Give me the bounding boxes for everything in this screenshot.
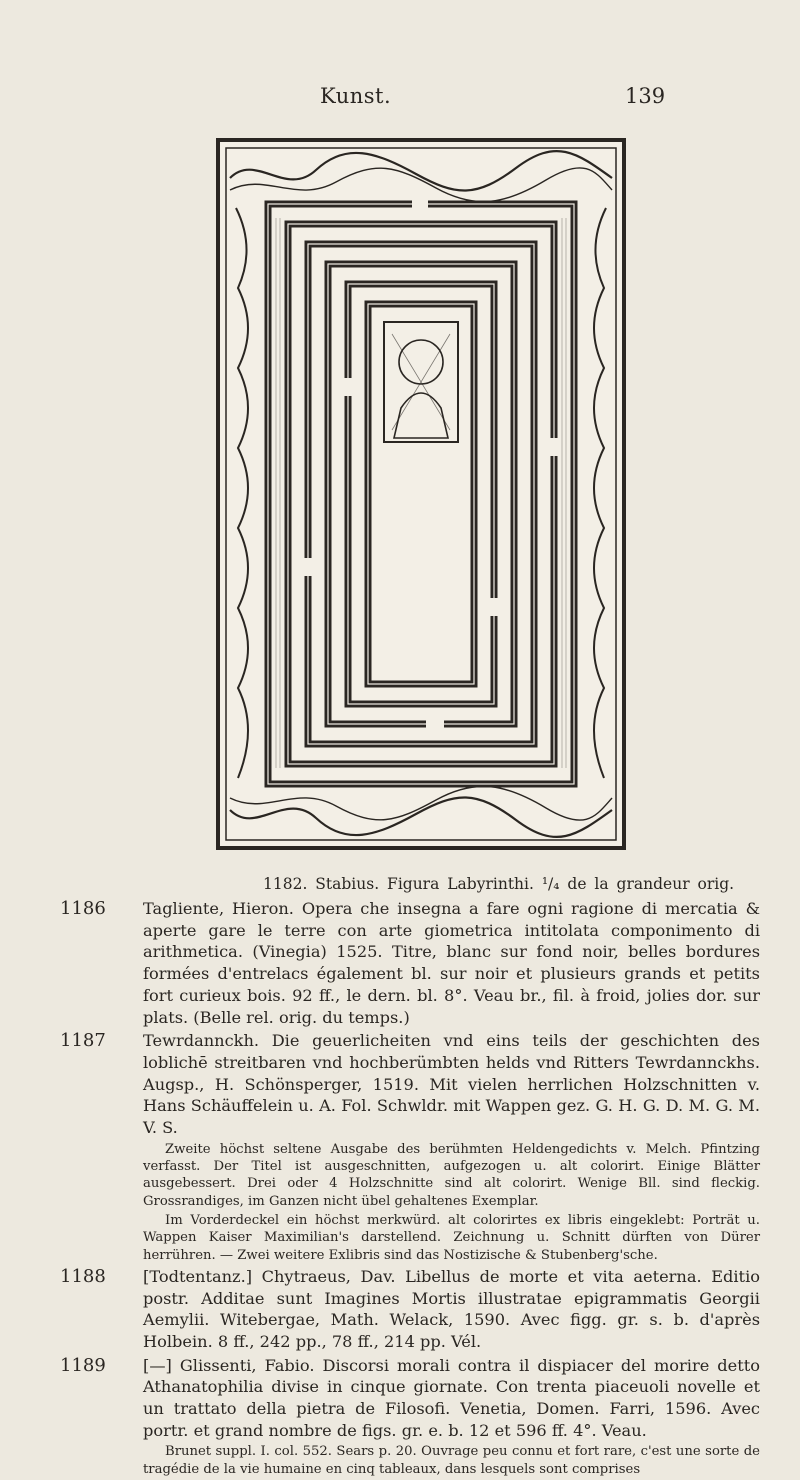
labyrinth-illustration [216, 138, 626, 850]
catalog-entry [60, 1266, 760, 1353]
entry-description: Tewrdannckh. Die geuerlicheiten vnd eins teils der geschichten des loblichē streitbaren vnd hochberümbten helds vnd Ritters Tewrdannckhs. Augsp., H. Schönsperger, 1519. Mit vielen herrlichen Holzschnitten v. Hans Schäuffelein u. A. Fol. Schwldr. mit Wappen gez. G. H. G. D. M. G. M. V. S. [143, 1031, 760, 1138]
running-header-title: Kunst. [320, 84, 392, 108]
entry-number: 1186 [60, 898, 106, 919]
entry-description: Tagliente, Hieron. Opera che insegna a fare ogni ragione di mercatia & aperte gare le terre con arte giometrica intitolata componimento di arithmetica. (Vinegia) 1525. Titre, blanc sur fond noir, belles bordures formées d'entrelacs également bl. sur noir et plusieurs grands et petits fort curieux bois. 92 ff., le dern. bl. 8°. Veau br., fil. à froid, jolies dor. sur plats. (Belle rel. orig. du temps.) [143, 899, 760, 1027]
page-number: 139 [625, 84, 666, 108]
catalog-entry [60, 898, 760, 1028]
entry-number: 1187 [60, 1030, 106, 1052]
catalog-entries [60, 898, 760, 1480]
labyrinth-woodcut [216, 138, 626, 850]
entry-number: 1189 [60, 1354, 106, 1376]
catalog-entry [60, 1355, 760, 1478]
figure-caption: 1182. Stabius. Figura Labyrinthi. ¹/₄ de la grandeur orig. [263, 875, 735, 893]
entry-note: Zweite höchst seltene Ausgabe des berühmten Heldengedichts v. Melch. Pfintzing verfasst. Der Titel ist ausgeschnitten, aufgezogen u. alt colorirt. Einige Blätter ausgebessert. Drei oder 4 Holzschnitte sind alt colorirt. Wenige Bll. sind fleckig. Grossrandiges, im Ganzen nicht übel gehaltenes Exemplar. [143, 1141, 760, 1209]
catalog-entry [60, 1030, 760, 1264]
entry-description: [—] Glissenti, Fabio. Discorsi morali contra il dispiacer del morire detto Athanatophilia divise in cinque giornate. Con trenta piaceuoli novelle et un trattato della pietra de Filosofi. Venetia, Domen. Farri, 1596. Avec portr. et grand nombre de figs. gr. e. b. 12 et 596 ff. 4°. Veau. [143, 1355, 760, 1440]
entry-number: 1188 [60, 1265, 106, 1287]
entry-description: [Todtentanz.] Chytraeus, Dav. Libellus de morte et vita aeterna. Editio postr. Additae sunt Imagines Mortis illustratae epigrammatis Georgii Aemylii. Witebergae, Math. Welack, 1590. Avec figg. gr. s. b. d'après Holbein. 8 ff., 242 pp., 78 ff., 214 pp. Vél. [143, 1266, 760, 1351]
entry-note: Brunet suppl. I. col. 552. Sears p. 20. Ouvrage peu connu et fort rare, c'est une sorte de tragédie de la vie humaine en cinq tableaux, dans lesquels sont comprises [143, 1444, 760, 1477]
entry-note: Im Vorderdeckel ein höchst merkwürd. alt colorirtes ex libris eingeklebt: Porträt u. Wappen Kaiser Maximilian's darstellend. Zeichnung u. Schnitt dürften von Dürer herrühren. — Zwei weitere Exlibris sind das Nostizische & Stubenberg'sche. [143, 1212, 760, 1263]
